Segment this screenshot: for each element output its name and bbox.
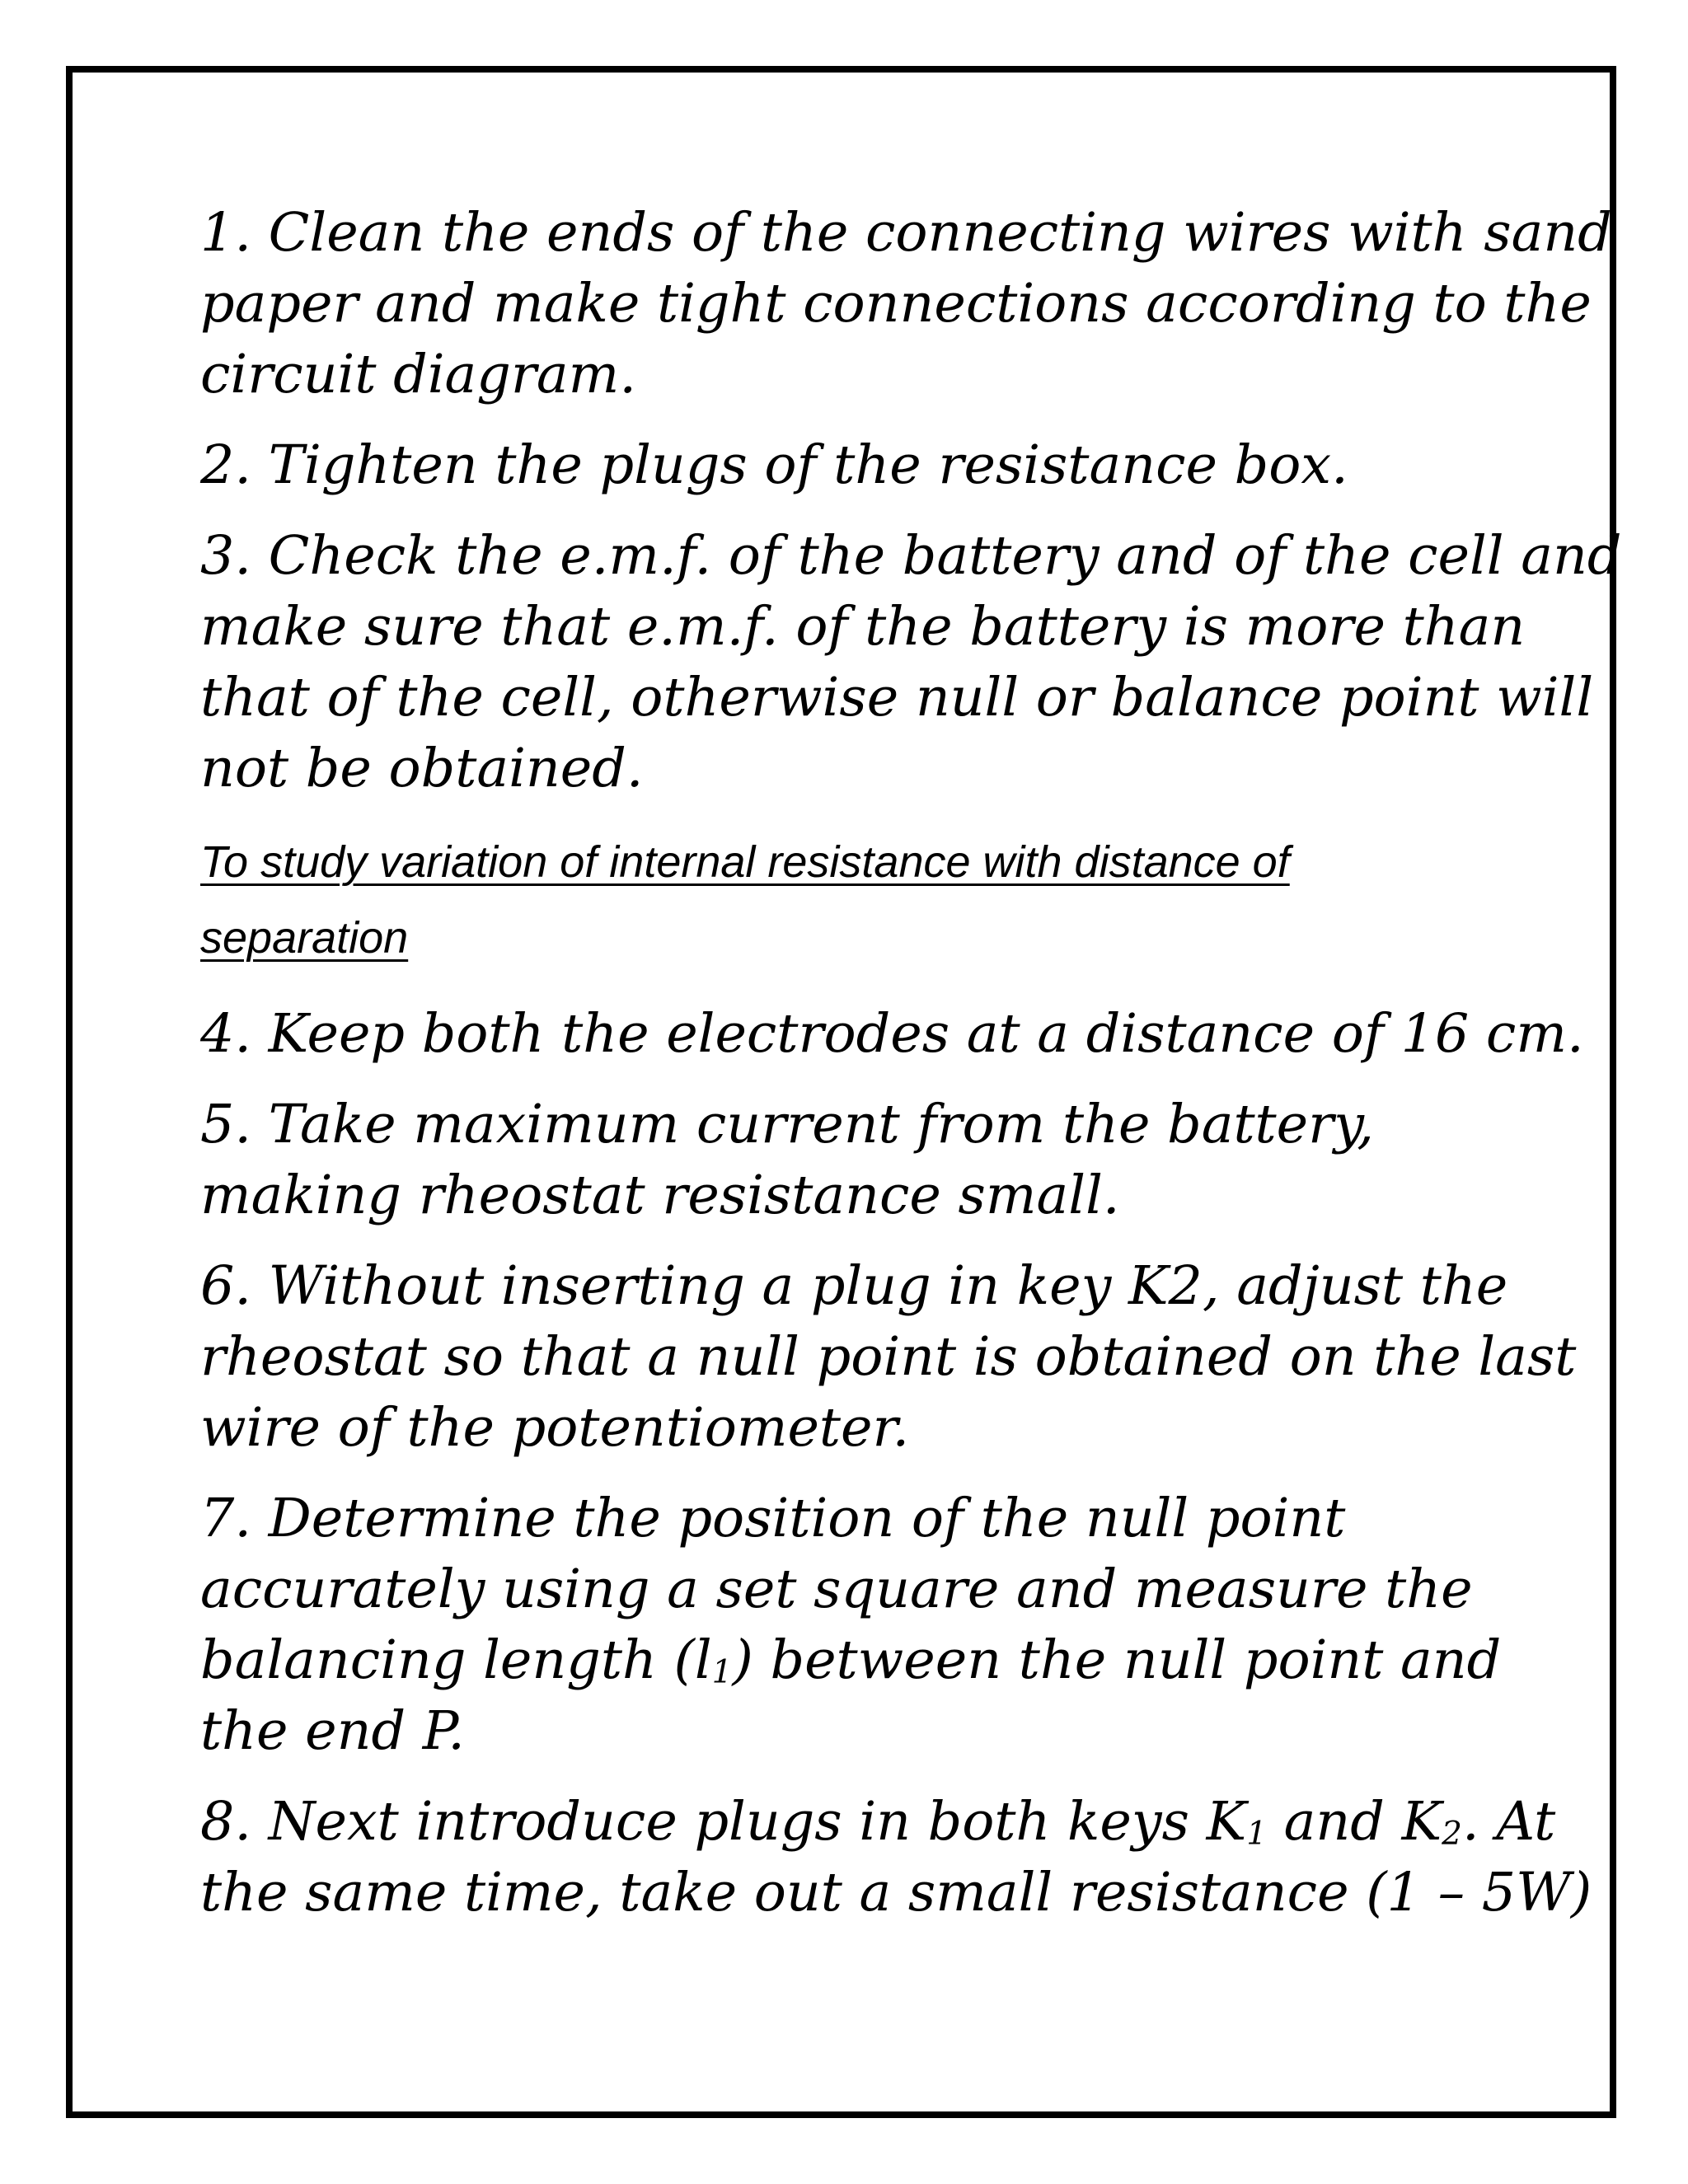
subscript: 1 — [1246, 1815, 1268, 1853]
step-3-line: 3. Check the e.m.f. of the battery and of the cell and — [200, 525, 1622, 587]
step-7-text: ) between the null point and — [732, 1629, 1502, 1691]
document-body — [200, 198, 1622, 1948]
step-6 — [200, 1251, 1577, 1464]
heading-line-2: separation — [200, 913, 409, 963]
step-7-line: accurately using a set square and measure the — [200, 1558, 1473, 1620]
step-5-line: making rheostat resistance small. — [200, 1165, 1120, 1226]
step-7-line — [200, 1625, 1519, 1696]
step-4-line: 4. Keep both the electrodes at a distance of 16 cm. — [200, 1003, 1584, 1065]
step-6-line: wire of the potentiometer. — [200, 1397, 910, 1459]
step-1-line: circuit diagram. — [200, 344, 636, 405]
step-6-line: 6. Without inserting a plug in key K2, adjust the — [200, 1255, 1508, 1317]
step-7-line: the end P. — [200, 1700, 465, 1762]
step-7 — [200, 1483, 1519, 1767]
step-6-line: rheostat so that a null point is obtained on the last — [200, 1326, 1577, 1388]
step-7-text: balancing length (l — [200, 1629, 712, 1691]
step-3-line: make sure that e.m.f. of the battery is more than — [200, 596, 1526, 658]
step-8-line: the same time, take out a small resistance (1 – 5W) — [200, 1862, 1592, 1924]
step-5 — [200, 1090, 1519, 1231]
step-2 — [200, 430, 1519, 501]
step-2-line: 2. Tighten the plugs of the resistance box. — [200, 434, 1348, 496]
step-1-line: 1. Clean the ends of the connecting wires with sand — [200, 202, 1612, 264]
step-8-text: 8. Next introduce plugs in both keys K — [200, 1791, 1247, 1853]
heading-line-1: To study variation of internal resistance with distance of — [200, 837, 1290, 887]
step-5-line: 5. Take maximum current from the battery, — [200, 1094, 1374, 1155]
subscript: 2 — [1442, 1815, 1462, 1853]
section-heading — [200, 824, 1519, 976]
step-1-line: paper and make tight connections according to the — [200, 273, 1592, 335]
subscript: 1 — [711, 1653, 733, 1691]
step-8-text: and K — [1267, 1791, 1442, 1853]
step-8-line — [200, 1787, 1556, 1858]
steps-part-2 — [200, 999, 1584, 1464]
step-3-line: not be obtained. — [200, 738, 644, 799]
step-1 — [200, 198, 1612, 410]
step-3-line: that of the cell, otherwise null or balance point will — [200, 667, 1594, 729]
step-3 — [200, 521, 1622, 804]
step-7-line: 7. Determine the position of the null point — [200, 1488, 1346, 1549]
step-8 — [200, 1787, 1592, 1929]
step-4 — [200, 999, 1584, 1070]
step-8-text: . At — [1461, 1791, 1556, 1853]
steps-part-1 — [200, 198, 1622, 804]
